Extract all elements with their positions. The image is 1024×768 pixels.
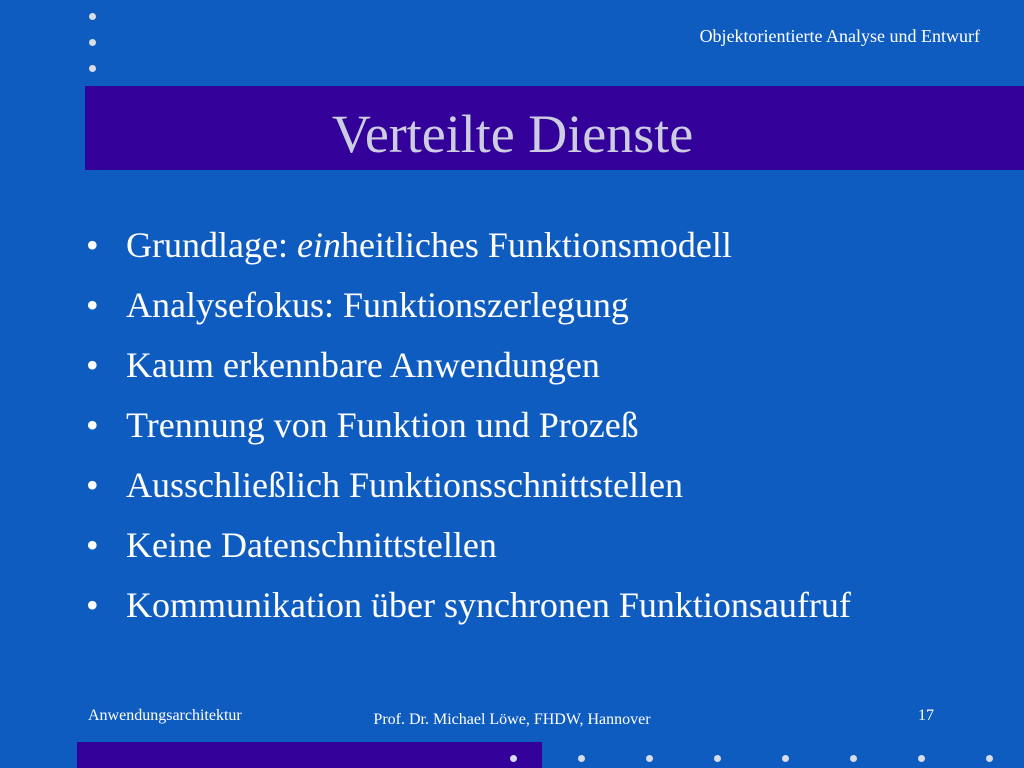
bullet-text: Kommunikation über synchronen Funktionsaufruf <box>126 585 851 625</box>
dot <box>578 755 585 762</box>
dot <box>89 39 96 46</box>
bullet-icon: • <box>86 465 99 505</box>
slide-title: Verteilte Dienste <box>331 104 694 164</box>
bullet-text: Kaum erkennbare Anwendungen <box>126 345 600 385</box>
bullet-icon: • <box>86 585 99 625</box>
dot <box>89 13 96 20</box>
bullet-icon: • <box>86 525 99 565</box>
bullet-text-rest: heitliches Funktionsmodell <box>340 225 732 265</box>
bullet-item <box>86 344 986 386</box>
course-title: Objektorientierte Analyse und Entwurf <box>699 26 980 46</box>
dot <box>850 755 857 762</box>
bullet-list <box>86 224 986 644</box>
bullet-item <box>86 224 986 266</box>
bullet-text: Ausschließlich Funktionsschnittstellen <box>126 465 683 505</box>
bullet-item <box>86 464 986 506</box>
bullet-item <box>86 404 986 446</box>
bullet-text: Trennung von Funktion und Prozeß <box>126 405 639 445</box>
bullet-icon: • <box>86 345 99 385</box>
title-band <box>85 86 1024 170</box>
dot <box>918 755 925 762</box>
bullet-item <box>86 284 986 326</box>
bullet-text: Analysefokus: Funktionszerlegung <box>126 285 629 325</box>
bullet-text: Keine Datenschnittstellen <box>126 525 497 565</box>
footer-bar <box>77 742 542 768</box>
bullet-text-prefix: Grundlage: <box>126 225 297 265</box>
bullet-item <box>86 584 986 626</box>
dot <box>714 755 721 762</box>
dot <box>986 755 993 762</box>
bullet-item <box>86 524 986 566</box>
dot <box>89 65 96 72</box>
dot <box>510 755 517 762</box>
bullet-text-emphasis: ein <box>296 225 341 265</box>
footer-topic: Anwendungsarchitektur <box>88 707 242 724</box>
bullet-icon: • <box>86 285 99 325</box>
bullet-icon: • <box>86 405 99 445</box>
dot <box>646 755 653 762</box>
bullet-icon: • <box>86 225 99 265</box>
page-number: 17 <box>918 707 934 724</box>
footer-author: Prof. Dr. Michael Löwe, FHDW, Hannover <box>373 711 651 728</box>
dot <box>782 755 789 762</box>
